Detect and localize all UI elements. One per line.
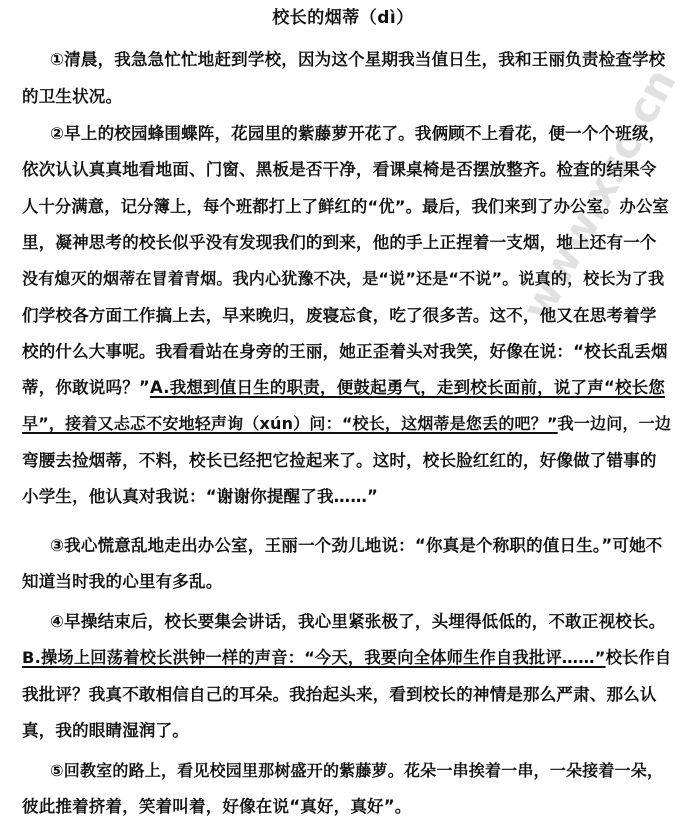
underlined-sentence-a-cont: 早”，接着又忐忑不安地轻声询（xún）问：“校长，这烟蒂是您丢的吧？” [22, 414, 558, 433]
paragraph-2-line-6: 们学校各方面工作搞上去，早来晚归，废寝忘食，吃了很多苦。这不，他又在思考着学 [22, 306, 657, 325]
paragraph-3-line-2: 知道当时我的心里有多乱。 [22, 572, 223, 591]
paragraph-5-line-1: ⑤回教室的路上，看见校园里那树盛开的紫藤萝。花朵一串挨着一串，一朵接着一朵， [50, 761, 664, 780]
paragraph-2-line-1: ②早上的校园蜂围蝶阵，花园里的紫藤萝开花了。我俩顾不上看花，便一个个班级， [50, 124, 666, 143]
page-title: 校长的烟蒂（dì） [272, 8, 414, 28]
quote-end-text: 蒂，你敢说吗？” [22, 378, 150, 397]
paragraph-4-line-4: 真，我的眼睛湿润了。 [22, 721, 189, 740]
paragraph-2-line-2: 依次认认真真地看地面、门窗、黑板是否干净，看课桌椅是否摆放整齐。检查的结果令 [22, 160, 657, 179]
underlined-sentence-a: A.我想到值日生的职责，便鼓起勇气，走到校长面前，说了声“校长您 [149, 378, 666, 397]
line-continuation: 我一边问，一边 [557, 414, 672, 433]
paragraph-2-line-9 [22, 413, 671, 435]
paragraph-1-line-1: ①清晨，我急急忙忙地赶到学校，因为这个星期我当值日生，我和王丽负责检查学校 [50, 50, 666, 69]
paragraph-4-line-3: 我批评？我真不敢相信自己的耳朵。我抬起头来，看到校长的神情是那么严肃、那么认 [22, 685, 657, 704]
paragraph-4-line-1: ④早操结束后，校长要集会讲话，我心里紧张极了，头埋得低低的，不敢正视校长。 [50, 612, 666, 631]
paragraph-3-line-1: ③我心慌意乱地走出办公室，王丽一个劲儿地说：“你真是个称职的值日生。”可她不 [50, 536, 663, 555]
underlined-sentence-b: B.操场上回荡着校长洪钟一样的声音：“今天，我要向全体师生作自我批评……” [22, 648, 606, 667]
watermark-text: www.xsc.cn [511, 60, 686, 329]
paragraph-2-line-4: 里，凝神思考的校长似乎没有发现我们的到来，他的手上正捏着一支烟，地上还有一个 [22, 233, 657, 252]
paragraph-2-line-10: 弯腰去捡烟蒂，不料，校长已经把它捡起来了。这时，校长脸红红的，好像做了错事的 [22, 451, 657, 470]
paragraph-2-line-8 [22, 377, 665, 399]
paragraph-2-line-11: 小学生，他认真对我说：“谢谢你提醒了我……” [22, 487, 379, 506]
paragraph-5-line-2: 彼此推着挤着，笑着叫着，好像在说“真好，真好”。 [22, 797, 412, 816]
paragraph-4-line-2 [22, 647, 671, 669]
paragraph-1-line-2: 的卫生状况。 [22, 87, 123, 106]
paragraph-2-line-3: 人十分满意，记分簿上，每个班都打上了鲜红的“优”。最后，我们来到了办公室。办公室 [22, 197, 669, 216]
line-continuation: 校长作自 [605, 648, 672, 667]
paragraph-2-line-5: 没有熄灭的烟蒂在冒着青烟。我内心犹豫不决，是“说”还是“不说”。说真的，校长为了我 [22, 269, 665, 288]
paragraph-2-line-7: 校的什么大事呢。我看看站在身旁的王丽，她正歪着头对我笑，好像在说：“校长乱丢烟 [22, 342, 668, 361]
